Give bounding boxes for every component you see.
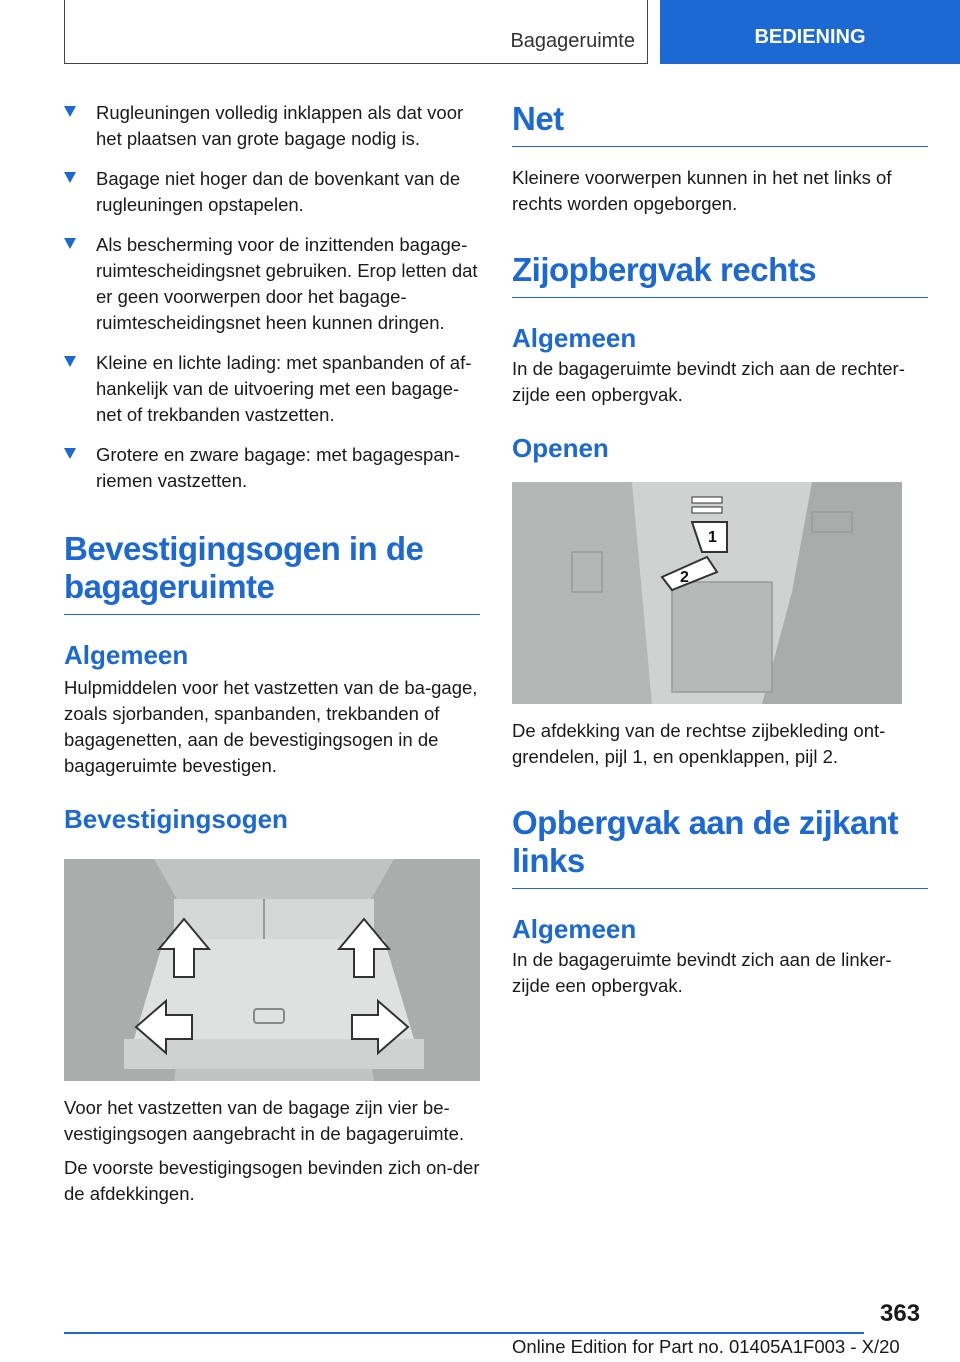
section-title-right-compartment: Zijopbergvak rechts (512, 251, 928, 298)
bullet-item (64, 442, 480, 494)
triangle-icon (64, 238, 76, 249)
heading-anchor-points: Bevestigingsogen (64, 804, 288, 834)
heading-general-left: Algemeen (512, 914, 637, 944)
page-number: 363 (880, 1300, 921, 1327)
cargo-area-illustration (64, 859, 480, 1081)
net-text: Kleinere voorwerpen kunnen in het net links of rechts worden opgeborgen. (512, 167, 892, 214)
left-column (64, 100, 480, 1207)
right-column (512, 100, 928, 999)
bullet-text: Kleine en lichte lading: met spanbanden of af-hankelijk van de uitvoering met een bagage-net of trekbanden vastzetten. (96, 352, 472, 425)
triangle-icon (64, 448, 76, 459)
arrow-2-label: 2 (680, 569, 689, 586)
side-compartment-photo (512, 482, 902, 704)
arrow-1-label: 1 (708, 529, 717, 546)
footer-divider (64, 1332, 864, 1334)
caption-1: Voor het vastzetten van de bagage zijn vier be-vestigingsogen aangebracht in de bagageruimte. (64, 1097, 465, 1144)
general-text: Hulpmiddelen voor het vastzetten van de ba-gage, zoals sjorbanden, spanbanden, trekbanden of bagagenetten, aan de bevestigingsogen in de bagageruimte bevestigen. (64, 677, 478, 776)
heading-general-right: Algemeen (512, 323, 637, 353)
bullet-text: Grotere en zware bagage: met bagagespan-riemen vastzetten. (96, 444, 461, 491)
bullet-item (64, 166, 480, 218)
bullet-item (64, 232, 480, 336)
bullet-item (64, 100, 480, 152)
header-box (64, 0, 648, 64)
right-general-text: In de bagageruimte bevindt zich aan de rechter-zijde een opbergvak. (512, 358, 905, 405)
edition-label: Online Edition for Part no. 01405A1F003 - X/20 (512, 1336, 900, 1357)
section-name: Bagageruimte (510, 30, 635, 52)
bullet-text: Bagage niet hoger dan de bovenkant van de rugleuningen opstapelen. (96, 168, 461, 215)
section-title-net: Net (512, 100, 928, 147)
bullet-list (64, 100, 480, 494)
side-compartment-illustration (512, 482, 902, 704)
bullet-text: Rugleuningen volledig inklappen als dat voor het plaatsen van grote bagage nodig is. (96, 102, 464, 149)
triangle-icon (64, 106, 76, 117)
bullet-item (64, 350, 480, 428)
caption-2: De voorste bevestigingsogen bevinden zich on-der de afdekkingen. (64, 1157, 480, 1204)
open-caption: De afdekking van de rechtse zijbekleding ont-grendelen, pijl 1, en openklappen, pijl 2. (512, 720, 886, 767)
section-title-anchor-points: Bevestigingsogen in de bagageruimte (64, 530, 480, 615)
section-title-left-compartment: Opbergvak aan de zijkant links (512, 804, 928, 889)
triangle-icon (64, 172, 76, 183)
left-general-text: In de bagageruimte bevindt zich aan de linker-zijde een opbergvak. (512, 949, 892, 996)
heading-general: Algemeen (64, 640, 189, 670)
chapter-label: BEDIENING (754, 25, 866, 48)
cargo-area-photo (64, 859, 480, 1081)
heading-open: Openen (512, 433, 609, 463)
chapter-tab (660, 0, 960, 64)
bullet-text: Als bescherming voor de inzittenden bagage-ruimtescheidingsnet gebruiken. Erop letten dat er geen voorwerpen door het bagage-ruimtescheidingsnet heen kunnen dringen. (96, 234, 478, 333)
triangle-icon (64, 356, 76, 367)
